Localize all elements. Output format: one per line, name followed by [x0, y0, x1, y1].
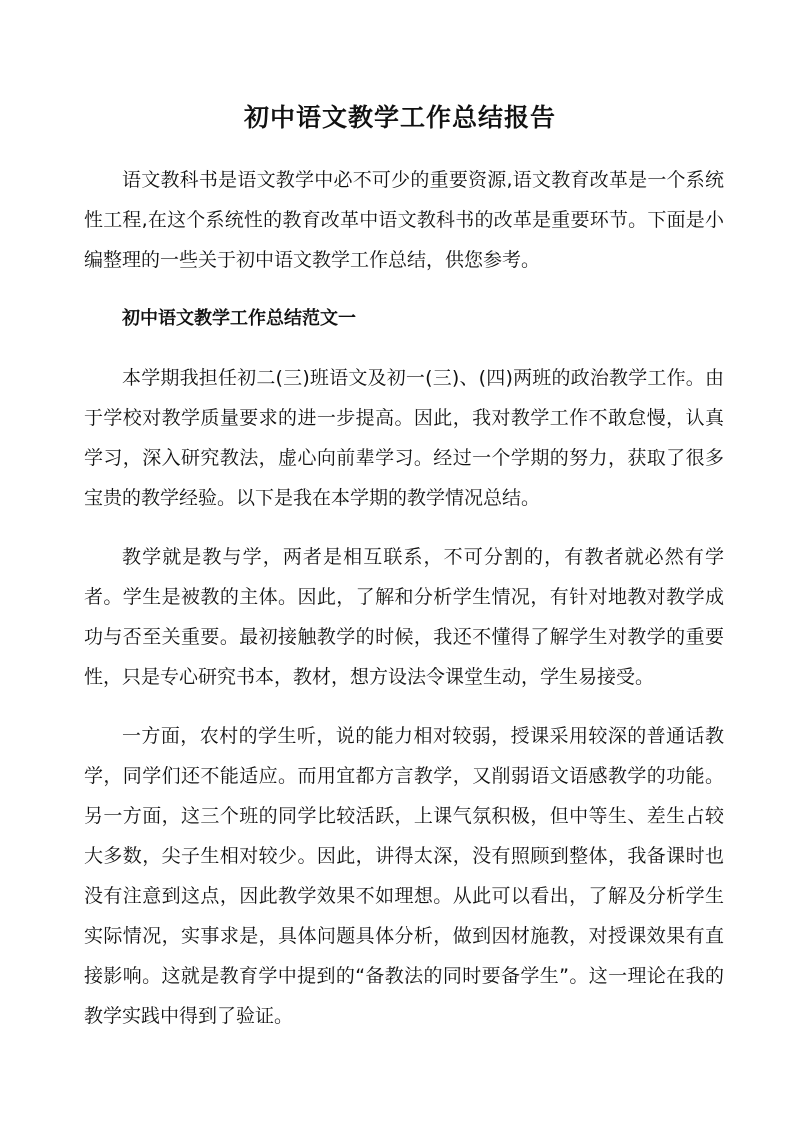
section-heading: 初中语文教学工作总结范文一	[122, 308, 356, 329]
body-paragraph: 一方面，农村的学生听，说的能力相对较弱，授课采用较深的普通话教学，同学们还不能适应。而用宜都方言教学，又削弱语文语感教学的功能。另一方面，这三个班的同学比较活跃，上课气氛积极，但中等生、差生占较大多数，尖子生相对较少。因此，讲得太深，没有照顾到整体，我备课时也没有注意到这点，因此教学效果不如理想。从此可以看出，了解及分析学生实际情况，实事求是，具体问题具体分析，做到因材施教，对授课效果有直接影响。这就是教育学中提到的“备教法的同时要备学生”。这一理论在我的教学实践中得到了验证。	[84, 725, 724, 1027]
body-paragraph: 本学期我担任初二(三)班语文及初一(三)、(四)两班的政治教学工作。由于学校对教学质量要求的进一步提高。因此，我对教学工作不敢怠慢，认真学习，深入研究教法，虚心向前辈学习。经过一个学期的努力，获取了很多宝贵的教学经验。以下是我在本学期的教学情况总结。	[84, 367, 724, 509]
intro-paragraph: 语文教科书是语文教学中必不可少的重要资源,语文教育改革是一个系统性工程,在这个系统性的教育改革中语文教科书的改革是重要环节。下面是小编整理的一些关于初中语文教学工作总结，供您参考。	[84, 169, 724, 271]
document-title: 初中语文教学工作总结报告	[243, 103, 556, 132]
document-body	[84, 160, 724, 1055]
body-paragraph: 教学就是教与学，两者是相互联系，不可分割的，有教者就必然有学者。学生是被教的主体。因此，了解和分析学生情况，有针对地教对教学成功与否至关重要。最初接触教学的时候，我还不懂得了解学生对教学的重要性，只是专心研究书本，教材，想方设法令课堂生动，学生易接受。	[84, 546, 724, 688]
